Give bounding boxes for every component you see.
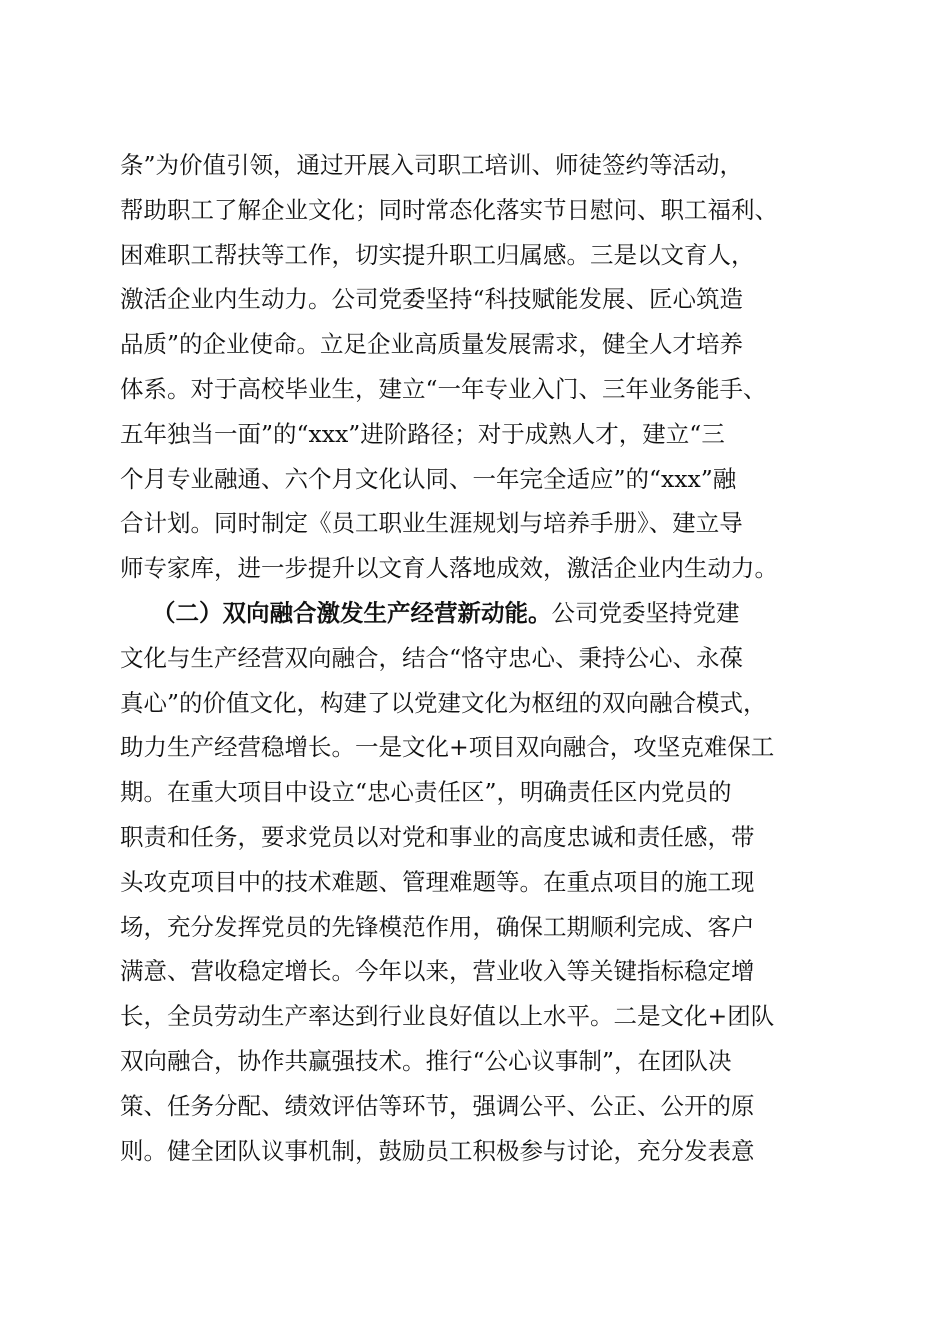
text-line: 职责和任务，要求党员以对党和事业的高度忠诚和责任感，带 (120, 822, 755, 851)
text-line: 激活企业内生动力。公司党委坚持“科技赋能发展、匠心筑造 (120, 285, 744, 314)
text-line: 头攻克项目中的技术难题、管理难题等。在重点项目的施工现 (120, 867, 755, 896)
heading-line-rest: 公司党委坚持党建 (551, 598, 740, 627)
text-line: 体系。对于高校毕业生，建立“一年专业入门、三年业务能手、 (120, 374, 767, 403)
text-line: 帮助职工了解企业文化；同时常态化落实节日慰问、职工福利、 (120, 195, 778, 224)
section-heading: （二）双向融合激发生产经营新动能。 (152, 598, 552, 627)
text-line: 助力生产经营稳增长。一是文化+项目双向融合，攻坚克难保工 (120, 733, 775, 762)
text-line: 双向融合，协作共赢强技术。推行“公心议事制”，在团队决 (120, 1046, 732, 1075)
paragraph-2 (120, 591, 840, 1173)
text-line: 长，全员劳动生产率达到行业良好值以上水平。二是文化+团队 (120, 1002, 775, 1031)
text-line: 文化与生产经营双向融合，结合“恪守忠心、秉持公心、永葆 (120, 643, 744, 672)
text-line: 则。健全团队议事机制，鼓励员工积极参与讨论，充分发表意 (120, 1136, 755, 1165)
text-line: 合计划。同时制定《员工职业生涯规划与培养手册》、建立导 (120, 509, 743, 538)
text-line: 场，充分发挥党员的先锋模范作用，确保工期顺利完成、客户 (120, 912, 755, 941)
text-line: 个月专业融通、六个月文化认同、一年完全适应”的“xxx”融 (120, 464, 737, 493)
text-line: 真心”的价值文化，构建了以党建文化为枢纽的双向融合模式， (120, 688, 767, 717)
text-line: 品质”的企业使命。立足企业高质量发展需求，健全人才培养 (120, 330, 744, 359)
text-line: 五年独当一面”的“xxx”进阶路径；对于成熟人才，建立“三 (120, 419, 725, 448)
text-line: 策、任务分配、绩效评估等环节，强调公平、公正、公开的原 (120, 1091, 755, 1120)
text-line: 条”为价值引领，通过开展入司职工培训、师徒签约等活动， (120, 151, 744, 179)
paragraph-1 (120, 143, 840, 591)
text-line: 困难职工帮扶等工作，切实提升职工归属感。三是以文育人， (120, 240, 755, 269)
text-line: 师专家库，进一步提升以文育人落地成效，激活企业内生动力。 (120, 554, 778, 583)
text-line: 期。在重大项目中设立“忠心责任区”，明确责任区内党员的 (120, 778, 732, 807)
text-line: 满意、营收稳定增长。今年以来，营业收入等关键指标稳定增 (120, 957, 755, 986)
paragraph-first-line (120, 591, 840, 636)
body-text (120, 143, 840, 1173)
